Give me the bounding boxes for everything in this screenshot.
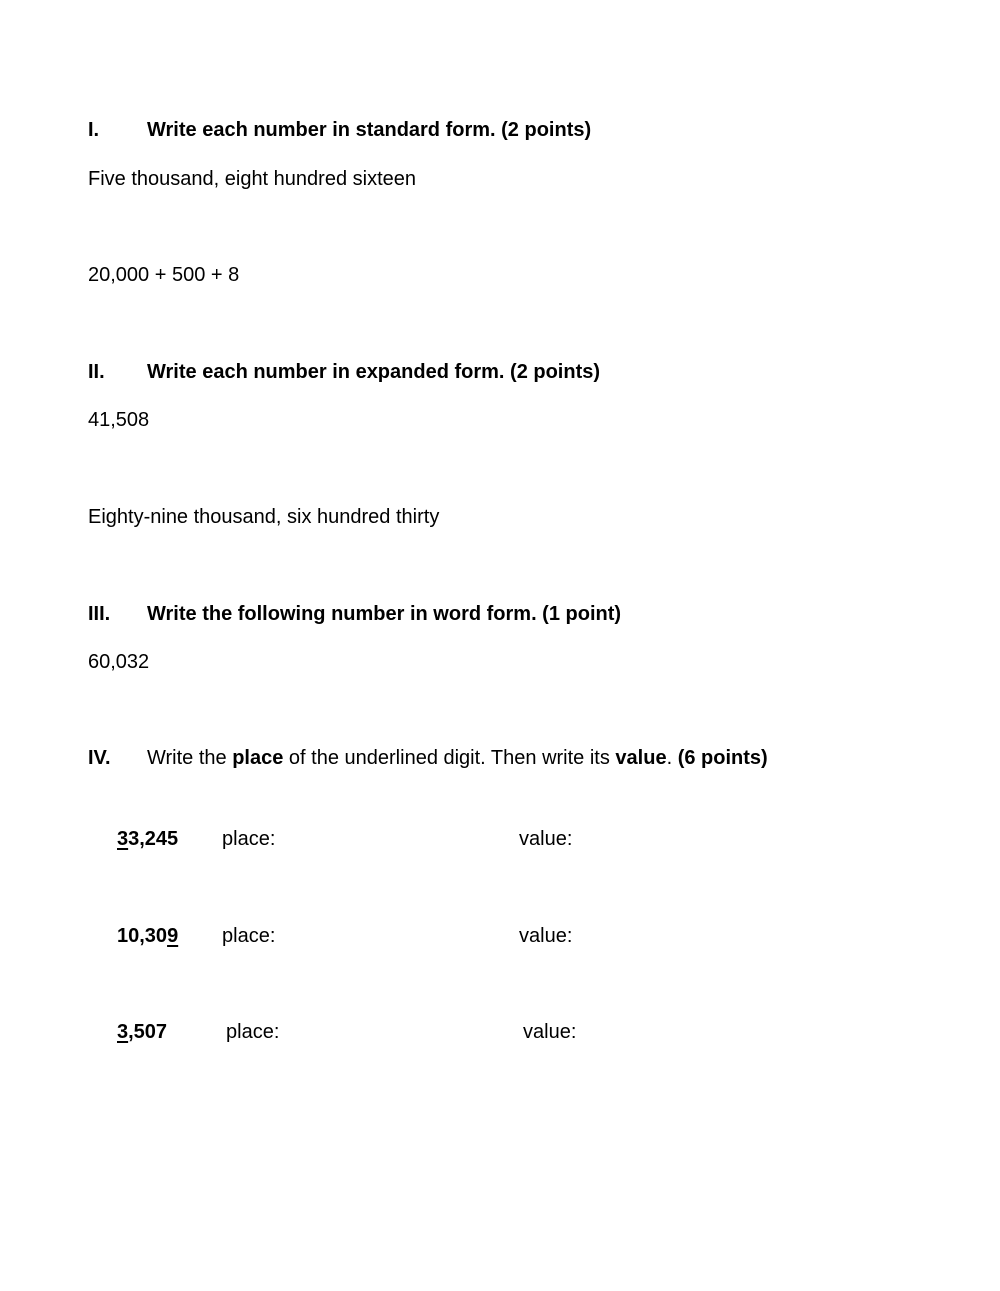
instruction-period: . [666, 747, 673, 769]
problem-3-number [117, 1022, 167, 1042]
section-4-numeral: IV. [88, 747, 111, 769]
section-1-heading [88, 120, 591, 140]
problem-3-value-label: value: [523, 1021, 577, 1043]
section-3-heading [88, 604, 621, 624]
section-1-item-1: Five thousand, eight hundred sixteen [88, 168, 416, 190]
problem-1-underlined-digit: 3 [117, 828, 129, 850]
problem-3-place-label: place: [226, 1021, 280, 1043]
instruction-prefix: Write the [147, 747, 233, 769]
section-2-numeral: II. [88, 361, 105, 383]
problem-1-value-label: value: [519, 828, 573, 850]
instruction-place-word: place [232, 747, 284, 769]
problem-3-underlined-digit: 3 [117, 1021, 129, 1043]
section-4-instruction [147, 747, 768, 769]
problem-2-place-label: place: [222, 925, 276, 947]
problem-2-pre: 10,30 [117, 925, 168, 947]
section-3-numeral: III. [88, 603, 111, 625]
section-3-item-1: 60,032 [88, 651, 150, 673]
problem-1-place-label: place: [222, 828, 276, 850]
problem-3-post: ,507 [128, 1021, 168, 1043]
section-2-item-1: 41,508 [88, 409, 150, 431]
instruction-value-word: value [615, 747, 667, 769]
section-4-heading [88, 748, 768, 768]
problem-2-underlined-digit: 9 [167, 925, 179, 947]
instruction-points: (6 points) [677, 747, 768, 769]
problem-2-number [117, 926, 178, 946]
problem-2-value-label: value: [519, 925, 573, 947]
section-3-instruction: Write the following number in word form. (1 point) [147, 603, 622, 625]
section-2-instruction: Write each number in expanded form. (2 points) [147, 361, 601, 383]
problem-1-number [117, 829, 178, 849]
problem-1-post: 3,245 [128, 828, 179, 850]
section-2-heading [88, 362, 600, 382]
section-1-item-2: 20,000 + 500 + 8 [88, 264, 240, 286]
instruction-middle: of the underlined digit. Then write its [283, 747, 616, 769]
section-1-numeral: I. [88, 119, 100, 141]
section-2-item-2: Eighty-nine thousand, six hundred thirty [88, 506, 440, 528]
section-1-instruction: Write each number in standard form. (2 points) [147, 119, 592, 141]
